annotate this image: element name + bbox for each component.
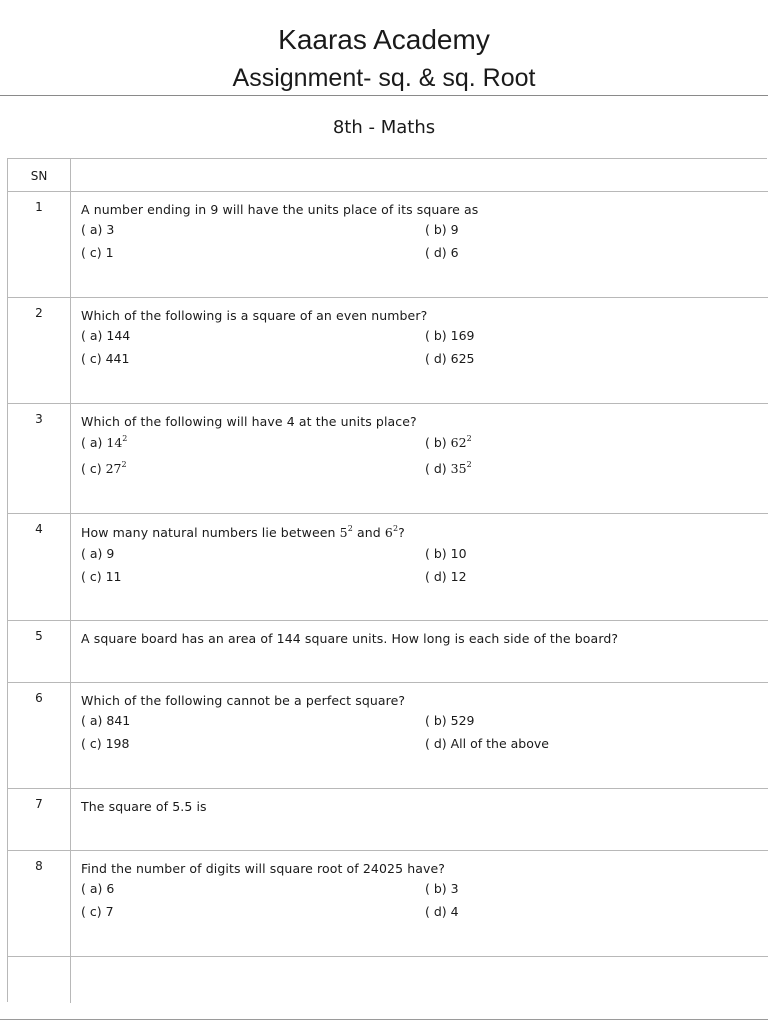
question-text: A number ending in 9 will have the units place of its square as	[81, 202, 479, 217]
question-text: Which of the following cannot be a perfect square?	[81, 693, 406, 708]
option-c: ( c) 7	[81, 904, 114, 919]
option-b: ( b) 3	[425, 881, 459, 896]
question-row	[8, 514, 768, 621]
question-text: Which of the following is a square of an even number?	[81, 308, 428, 323]
option-c	[81, 460, 127, 476]
question-row	[8, 298, 768, 404]
option-a: ( a) 6	[81, 881, 115, 896]
question-number: 4	[35, 522, 43, 536]
option-d: ( d) 4	[425, 904, 459, 919]
question-row	[8, 192, 768, 298]
question-text: How many natural numbers lie between $5^2$ and $6^2$?	[81, 524, 405, 540]
power-expression: $62^2$	[450, 434, 472, 450]
question-number: 5	[35, 629, 43, 643]
option-a: ( a) 841	[81, 713, 131, 728]
option-d: ( d) 12	[425, 569, 467, 584]
question-text: Which of the following will have 4 at the units place?	[81, 414, 417, 429]
option-b: ( b) 10	[425, 546, 467, 561]
power-expression: $5^2$	[339, 524, 353, 540]
question-row	[8, 789, 768, 851]
question-number: 7	[35, 797, 43, 811]
option-label: ( d)	[425, 461, 447, 476]
option-d	[425, 460, 472, 476]
option-a: ( a) 3	[81, 222, 115, 237]
assignment-title: Assignment- sq. & sq. Root	[232, 64, 536, 92]
question-row	[8, 621, 768, 683]
question-text: Find the number of digits will square root of 24025 have?	[81, 861, 446, 876]
option-b: ( b) 529	[425, 713, 475, 728]
question-row	[8, 683, 768, 789]
table-header-row	[8, 159, 768, 192]
question-number: 3	[35, 412, 43, 426]
sn-column-header: SN	[30, 169, 48, 183]
option-label: ( c)	[81, 461, 102, 476]
question-text: A square board has an area of 144 square units. How long is each side of the board?	[81, 631, 619, 646]
option-b: ( b) 9	[425, 222, 459, 237]
option-d: ( d) 625	[425, 351, 475, 366]
option-c: ( c) 1	[81, 245, 114, 260]
question-number: 2	[35, 306, 43, 320]
option-b	[425, 434, 472, 450]
footer-divider	[0, 1019, 768, 1020]
option-d: ( d) 6	[425, 245, 459, 260]
option-b: ( b) 169	[425, 328, 475, 343]
option-label: ( b)	[425, 435, 447, 450]
power-expression: $6^2$	[384, 524, 399, 540]
question-number: 6	[35, 691, 43, 705]
header-divider	[0, 95, 768, 96]
question-table	[7, 158, 767, 1002]
option-d: ( d) All of the above	[425, 736, 549, 751]
option-a: ( a) 144	[81, 328, 131, 343]
power-expression: $14^2$	[106, 434, 128, 450]
option-c: ( c) 441	[81, 351, 130, 366]
option-label: ( a)	[81, 435, 103, 450]
question-number: 1	[35, 200, 43, 214]
power-expression: $35^2$	[450, 460, 472, 476]
option-c: ( c) 198	[81, 736, 130, 751]
school-name: Kaaras Academy	[278, 24, 490, 55]
question-number: 8	[35, 859, 43, 873]
question-row	[8, 851, 768, 957]
option-a	[81, 434, 127, 450]
option-c: ( c) 11	[81, 569, 122, 584]
question-text: The square of 5.5 is	[81, 799, 207, 814]
subject-title: 8th - Maths	[332, 117, 436, 138]
power-expression: $27^2$	[105, 460, 127, 476]
question-row	[8, 404, 768, 514]
option-a: ( a) 9	[81, 546, 115, 561]
